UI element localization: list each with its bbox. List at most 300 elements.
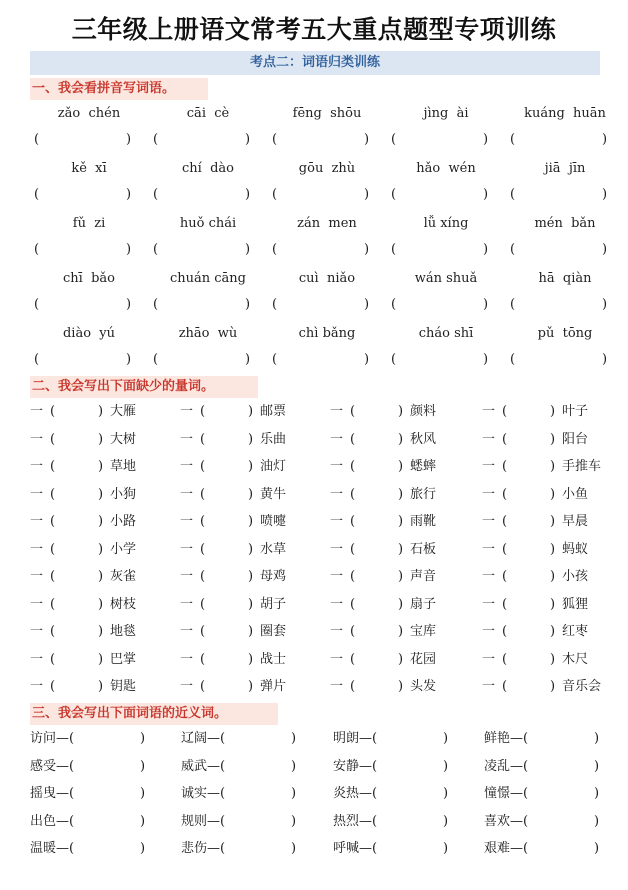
answer-blank-open[interactable]: ( <box>502 459 508 474</box>
answer-blank-close: ) <box>364 297 370 312</box>
noun-word: 头发 <box>410 679 437 694</box>
measure-word-prefix: 一 <box>482 596 496 612</box>
answer-blank-close: ) <box>291 786 297 801</box>
synonym-item[interactable] <box>484 811 628 839</box>
measure-word-prefix: 一 <box>330 431 344 447</box>
measure-word-grid <box>30 401 610 704</box>
answer-blank-open[interactable]: ( <box>350 651 356 667</box>
pinyin-text: lǚ xíng <box>423 216 469 231</box>
answer-blank-close: ) <box>594 841 600 856</box>
answer-blank-close: ) <box>550 624 556 639</box>
answer-blank-open[interactable]: ( <box>50 651 56 667</box>
pinyin-text: wán shuǎ <box>414 271 478 286</box>
answer-blank-close: ) <box>483 352 489 367</box>
noun-word: 草地 <box>110 459 137 474</box>
answer-blank-open[interactable]: ( <box>200 486 206 502</box>
answer-blank-close: ) <box>550 459 556 474</box>
pinyin-text: hā qiàn <box>538 271 592 286</box>
measure-word-prefix: 一 <box>180 404 194 419</box>
pinyin-row <box>30 158 610 213</box>
answer-blank-open[interactable]: ( <box>272 242 278 257</box>
answer-blank-open[interactable]: ( <box>510 187 516 202</box>
answer-blank-open[interactable]: ( <box>391 187 397 202</box>
pinyin-text: fēng shōu <box>292 106 362 121</box>
measure-word-prefix: 一 <box>482 569 496 584</box>
pinyin-item <box>268 103 386 158</box>
synonym-prompt: 感受—( <box>30 758 75 774</box>
answer-blank-open[interactable]: ( <box>391 132 397 147</box>
pinyin-item <box>30 158 148 213</box>
answer-blank-close: ) <box>550 651 556 667</box>
answer-blank-close: ) <box>140 786 146 801</box>
answer-blank-open[interactable]: ( <box>34 132 40 147</box>
answer-blank-open[interactable]: ( <box>200 541 206 557</box>
answer-blank-open[interactable]: ( <box>350 569 356 584</box>
synonym-prompt: 悲伤—( <box>181 841 226 856</box>
noun-word: 灰雀 <box>110 569 137 584</box>
answer-blank-close: ) <box>602 297 608 312</box>
synonym-item[interactable] <box>181 811 331 839</box>
measure-word-prefix: 一 <box>482 679 496 694</box>
answer-blank-open[interactable]: ( <box>200 431 206 447</box>
answer-blank-close: ) <box>398 541 404 557</box>
answer-blank-open[interactable]: ( <box>200 514 206 529</box>
answer-blank-open[interactable]: ( <box>510 242 516 257</box>
measure-word-prefix: 一 <box>30 459 44 474</box>
answer-blank-open[interactable]: ( <box>50 596 56 612</box>
measure-word-prefix: 一 <box>30 569 44 584</box>
answer-blank-close: ) <box>98 541 104 557</box>
pinyin-item <box>268 213 386 268</box>
measure-word-item <box>482 539 628 567</box>
answer-blank-open[interactable]: ( <box>350 404 356 419</box>
noun-word: 黄牛 <box>260 486 287 502</box>
measure-word-prefix: 一 <box>180 459 194 474</box>
answer-blank-open[interactable]: ( <box>350 541 356 557</box>
answer-blank-close: ) <box>398 486 404 502</box>
measure-word-row <box>30 676 610 704</box>
measure-word-item <box>180 676 330 704</box>
measure-word-prefix: 一 <box>180 541 194 557</box>
answer-blank-close: ) <box>140 813 146 829</box>
noun-word: 水草 <box>260 541 287 557</box>
answer-blank-close: ) <box>98 624 104 639</box>
answer-blank-close: ) <box>291 841 297 856</box>
synonym-prompt: 摇曳—( <box>30 786 75 801</box>
synonym-item[interactable] <box>30 838 180 866</box>
measure-word-item <box>330 456 480 484</box>
answer-blank-close: ) <box>398 431 404 447</box>
answer-blank-open[interactable]: ( <box>200 569 206 584</box>
measure-word-item <box>482 456 628 484</box>
pinyin-item <box>506 213 624 268</box>
measure-word-prefix: 一 <box>180 679 194 694</box>
noun-word: 蟋蟀 <box>410 459 437 474</box>
measure-word-row <box>30 456 610 484</box>
answer-blank-open[interactable]: ( <box>510 352 516 367</box>
pinyin-text: fǔ zi <box>72 216 106 231</box>
pinyin-item <box>387 213 505 268</box>
answer-blank-open[interactable]: ( <box>350 514 356 529</box>
answer-blank-close: ) <box>483 132 489 147</box>
measure-word-item <box>30 566 180 594</box>
synonym-item[interactable] <box>333 811 483 839</box>
answer-blank-close: ) <box>602 352 608 367</box>
answer-blank-close: ) <box>248 514 254 529</box>
measure-word-prefix: 一 <box>330 596 344 612</box>
section-heading-pinyin: 一、我会看拼音写词语。 <box>30 78 208 100</box>
answer-blank-close: ) <box>98 459 104 474</box>
noun-word: 油灯 <box>260 459 287 474</box>
answer-blank-close: ) <box>291 813 297 829</box>
answer-blank-open[interactable]: ( <box>50 486 56 502</box>
synonym-item[interactable] <box>30 811 180 839</box>
answer-blank-open[interactable]: ( <box>502 596 508 612</box>
answer-blank-close: ) <box>398 404 404 419</box>
answer-blank-open[interactable]: ( <box>153 132 159 147</box>
measure-word-item <box>482 566 628 594</box>
noun-word: 扇子 <box>410 596 437 612</box>
measure-word-item <box>482 484 628 512</box>
measure-word-item <box>30 484 180 512</box>
answer-blank-open[interactable]: ( <box>200 651 206 667</box>
answer-blank-close: ) <box>398 679 404 694</box>
measure-word-item <box>482 429 628 457</box>
noun-word: 早晨 <box>562 514 589 529</box>
synonym-row <box>30 728 610 756</box>
pinyin-item <box>268 323 386 378</box>
answer-blank-open[interactable]: ( <box>272 132 278 147</box>
answer-blank-open[interactable]: ( <box>502 431 508 447</box>
answer-blank-close: ) <box>245 132 251 147</box>
answer-blank-open[interactable]: ( <box>502 404 508 419</box>
pinyin-item <box>387 323 505 378</box>
measure-word-prefix: 一 <box>30 651 44 667</box>
answer-blank-open[interactable]: ( <box>391 242 397 257</box>
answer-blank-open[interactable]: ( <box>391 352 397 367</box>
noun-word: 小学 <box>110 541 137 557</box>
answer-blank-close: ) <box>126 297 132 312</box>
noun-word: 胡子 <box>260 596 287 612</box>
synonym-item[interactable] <box>333 756 483 784</box>
answer-blank-close: ) <box>550 569 556 584</box>
answer-blank-close: ) <box>483 242 489 257</box>
pinyin-item <box>506 323 624 378</box>
answer-blank-close: ) <box>443 758 449 774</box>
measure-word-prefix: 一 <box>180 624 194 639</box>
noun-word: 大树 <box>110 431 137 447</box>
pinyin-text: zhāo wù <box>178 326 238 341</box>
pinyin-item <box>149 268 267 323</box>
answer-blank-close: ) <box>98 431 104 447</box>
synonym-row <box>30 783 610 811</box>
measure-word-prefix: 一 <box>330 651 344 667</box>
pinyin-item <box>149 323 267 378</box>
answer-blank-close: ) <box>364 187 370 202</box>
synonym-item[interactable] <box>181 783 331 811</box>
measure-word-item <box>180 539 330 567</box>
noun-word: 木尺 <box>562 651 589 667</box>
answer-blank-close: ) <box>594 813 600 829</box>
answer-blank-close: ) <box>364 242 370 257</box>
synonym-prompt: 明朗—( <box>333 731 378 746</box>
answer-blank-open[interactable]: ( <box>153 297 159 312</box>
answer-blank-open[interactable]: ( <box>502 486 508 502</box>
measure-word-prefix: 一 <box>180 486 194 502</box>
noun-word: 战士 <box>260 651 287 667</box>
pinyin-text: kuáng huān <box>524 106 606 121</box>
noun-word: 树枝 <box>110 596 137 612</box>
answer-blank-close: ) <box>98 569 104 584</box>
synonym-item[interactable] <box>484 728 628 756</box>
synonym-item[interactable] <box>181 728 331 756</box>
noun-word: 巴掌 <box>110 651 137 667</box>
answer-blank-open[interactable]: ( <box>391 297 397 312</box>
synonym-item[interactable] <box>30 783 180 811</box>
answer-blank-close: ) <box>550 541 556 557</box>
answer-blank-open[interactable]: ( <box>50 459 56 474</box>
measure-word-item <box>30 621 180 649</box>
answer-blank-open[interactable]: ( <box>34 297 40 312</box>
answer-blank-open[interactable]: ( <box>34 242 40 257</box>
answer-blank-open[interactable]: ( <box>50 624 56 639</box>
pinyin-text: diào yú <box>62 326 116 341</box>
answer-blank-open[interactable]: ( <box>502 514 508 529</box>
answer-blank-open[interactable]: ( <box>502 541 508 557</box>
synonym-item[interactable] <box>30 728 180 756</box>
answer-blank-close: ) <box>248 486 254 502</box>
synonym-item[interactable] <box>333 783 483 811</box>
answer-blank-close: ) <box>245 187 251 202</box>
answer-blank-close: ) <box>248 541 254 557</box>
measure-word-item <box>180 401 330 429</box>
answer-blank-close: ) <box>443 731 449 746</box>
synonym-row <box>30 756 610 784</box>
measure-word-prefix: 一 <box>180 431 194 447</box>
answer-blank-close: ) <box>248 431 254 447</box>
answer-blank-close: ) <box>398 569 404 584</box>
measure-word-prefix: 一 <box>30 514 44 529</box>
answer-blank-open[interactable]: ( <box>200 404 206 419</box>
measure-word-row <box>30 511 610 539</box>
pinyin-text: chí dào <box>182 161 234 176</box>
answer-blank-close: ) <box>398 514 404 529</box>
measure-word-item <box>180 511 330 539</box>
measure-word-item <box>30 594 180 622</box>
answer-blank-open[interactable]: ( <box>350 486 356 502</box>
answer-blank-open[interactable]: ( <box>200 624 206 639</box>
noun-word: 小鱼 <box>562 486 589 502</box>
pinyin-grid <box>30 103 610 378</box>
answer-blank-open[interactable]: ( <box>510 297 516 312</box>
answer-blank-open[interactable]: ( <box>272 187 278 202</box>
pinyin-item <box>387 158 505 213</box>
answer-blank-open[interactable]: ( <box>350 624 356 639</box>
answer-blank-open[interactable]: ( <box>153 352 159 367</box>
measure-word-prefix: 一 <box>482 541 496 557</box>
synonym-prompt: 诚实—( <box>181 786 226 801</box>
answer-blank-close: ) <box>443 786 449 801</box>
answer-blank-open[interactable]: ( <box>502 679 508 694</box>
pinyin-item <box>30 213 148 268</box>
answer-blank-open[interactable]: ( <box>153 242 159 257</box>
synonym-prompt: 安静—( <box>333 758 378 774</box>
section-heading-measure-words: 二、我会写出下面缺少的量词。 <box>30 376 258 398</box>
pinyin-text: mén bǎn <box>534 216 596 231</box>
answer-blank-close: ) <box>140 758 146 774</box>
pinyin-item <box>387 268 505 323</box>
answer-blank-open[interactable]: ( <box>350 459 356 474</box>
measure-word-item <box>180 594 330 622</box>
measure-word-item <box>330 484 480 512</box>
answer-blank-open[interactable]: ( <box>200 679 206 694</box>
answer-blank-open[interactable]: ( <box>50 404 56 419</box>
answer-blank-open[interactable]: ( <box>350 431 356 447</box>
answer-blank-open[interactable]: ( <box>50 679 56 694</box>
synonym-item[interactable] <box>181 756 331 784</box>
pinyin-row <box>30 268 610 323</box>
measure-word-prefix: 一 <box>330 541 344 557</box>
answer-blank-open[interactable]: ( <box>510 132 516 147</box>
answer-blank-close: ) <box>364 352 370 367</box>
page-title: 三年级上册语文常考五大重点题型专项训练 <box>71 15 557 44</box>
measure-word-item <box>30 401 180 429</box>
answer-blank-open[interactable]: ( <box>502 624 508 639</box>
answer-blank-open[interactable]: ( <box>50 541 56 557</box>
answer-blank-open[interactable]: ( <box>34 352 40 367</box>
synonym-item[interactable] <box>484 838 628 866</box>
answer-blank-open[interactable]: ( <box>502 569 508 584</box>
pinyin-text: cháo shī <box>418 326 474 341</box>
answer-blank-close: ) <box>98 404 104 419</box>
answer-blank-close: ) <box>126 187 132 202</box>
answer-blank-open[interactable]: ( <box>272 352 278 367</box>
noun-word: 花园 <box>410 651 437 667</box>
noun-word: 小狗 <box>110 486 137 502</box>
answer-blank-close: ) <box>443 813 449 829</box>
measure-word-prefix: 一 <box>482 651 496 667</box>
pinyin-item <box>149 103 267 158</box>
answer-blank-open[interactable]: ( <box>50 514 56 529</box>
synonym-item[interactable] <box>333 728 483 756</box>
answer-blank-open[interactable]: ( <box>50 569 56 584</box>
measure-word-row <box>30 594 610 622</box>
noun-word: 钥匙 <box>110 679 137 694</box>
noun-word: 音乐会 <box>562 679 602 694</box>
answer-blank-open[interactable]: ( <box>502 651 508 667</box>
pinyin-item <box>149 158 267 213</box>
pinyin-text: jiā jīn <box>544 161 586 176</box>
synonym-item[interactable] <box>484 756 628 784</box>
pinyin-row <box>30 103 610 158</box>
pinyin-item <box>506 268 624 323</box>
answer-blank-open[interactable]: ( <box>50 431 56 447</box>
answer-blank-open[interactable]: ( <box>350 596 356 612</box>
pinyin-text: jìng ài <box>423 106 469 121</box>
synonym-row <box>30 811 610 839</box>
answer-blank-close: ) <box>245 242 251 257</box>
measure-word-prefix: 一 <box>330 404 344 419</box>
answer-blank-close: ) <box>98 679 104 694</box>
noun-word: 雨靴 <box>410 514 437 529</box>
measure-word-item <box>30 456 180 484</box>
synonym-prompt: 访问—( <box>30 731 75 746</box>
measure-word-row <box>30 566 610 594</box>
synonym-prompt: 鲜艳—( <box>484 731 529 746</box>
answer-blank-close: ) <box>398 596 404 612</box>
noun-word: 宝库 <box>410 624 437 639</box>
synonym-item[interactable] <box>333 838 483 866</box>
noun-word: 地毯 <box>110 624 137 639</box>
measure-word-item <box>330 649 480 677</box>
pinyin-text: huǒ chái <box>179 216 237 231</box>
synonym-prompt: 呼喊—( <box>333 841 378 856</box>
answer-blank-close: ) <box>550 486 556 502</box>
topic-banner: 考点二：词语归类训练 <box>30 51 600 75</box>
noun-word: 弹片 <box>260 679 287 694</box>
pinyin-item <box>506 158 624 213</box>
measure-word-item <box>330 429 480 457</box>
answer-blank-close: ) <box>248 679 254 694</box>
answer-blank-close: ) <box>140 841 146 856</box>
measure-word-prefix: 一 <box>482 486 496 502</box>
noun-word: 邮票 <box>260 404 287 419</box>
measure-word-item <box>330 401 480 429</box>
measure-word-prefix: 一 <box>30 431 44 447</box>
pinyin-item <box>30 323 148 378</box>
answer-blank-close: ) <box>126 352 132 367</box>
synonym-row <box>30 838 610 866</box>
measure-word-item <box>482 594 628 622</box>
measure-word-item <box>330 676 480 704</box>
measure-word-row <box>30 649 610 677</box>
answer-blank-open[interactable]: ( <box>200 596 206 612</box>
measure-word-prefix: 一 <box>30 679 44 694</box>
measure-word-item <box>330 566 480 594</box>
answer-blank-open[interactable]: ( <box>34 187 40 202</box>
pinyin-item <box>506 103 624 158</box>
measure-word-item <box>180 429 330 457</box>
answer-blank-close: ) <box>98 486 104 502</box>
synonym-item[interactable] <box>484 783 628 811</box>
measure-word-item <box>482 401 628 429</box>
answer-blank-close: ) <box>291 731 297 746</box>
measure-word-prefix: 一 <box>180 596 194 612</box>
pinyin-text: kě xī <box>71 161 107 176</box>
measure-word-item <box>30 539 180 567</box>
noun-word: 小路 <box>110 514 137 529</box>
answer-blank-open[interactable]: ( <box>200 459 206 474</box>
measure-word-prefix: 一 <box>330 624 344 639</box>
answer-blank-close: ) <box>126 242 132 257</box>
answer-blank-close: ) <box>98 651 104 667</box>
answer-blank-close: ) <box>550 596 556 612</box>
answer-blank-open[interactable]: ( <box>153 187 159 202</box>
answer-blank-open[interactable]: ( <box>350 679 356 694</box>
synonym-item[interactable] <box>181 838 331 866</box>
answer-blank-close: ) <box>602 187 608 202</box>
answer-blank-close: ) <box>398 624 404 639</box>
synonym-prompt: 出色—( <box>30 813 75 829</box>
pinyin-text: zǎo chén <box>57 106 121 121</box>
synonym-item[interactable] <box>30 756 180 784</box>
answer-blank-open[interactable]: ( <box>272 297 278 312</box>
measure-word-item <box>180 649 330 677</box>
answer-blank-close: ) <box>550 514 556 529</box>
measure-word-item <box>330 621 480 649</box>
measure-word-prefix: 一 <box>482 624 496 639</box>
synonym-prompt: 艰难—( <box>484 841 529 856</box>
